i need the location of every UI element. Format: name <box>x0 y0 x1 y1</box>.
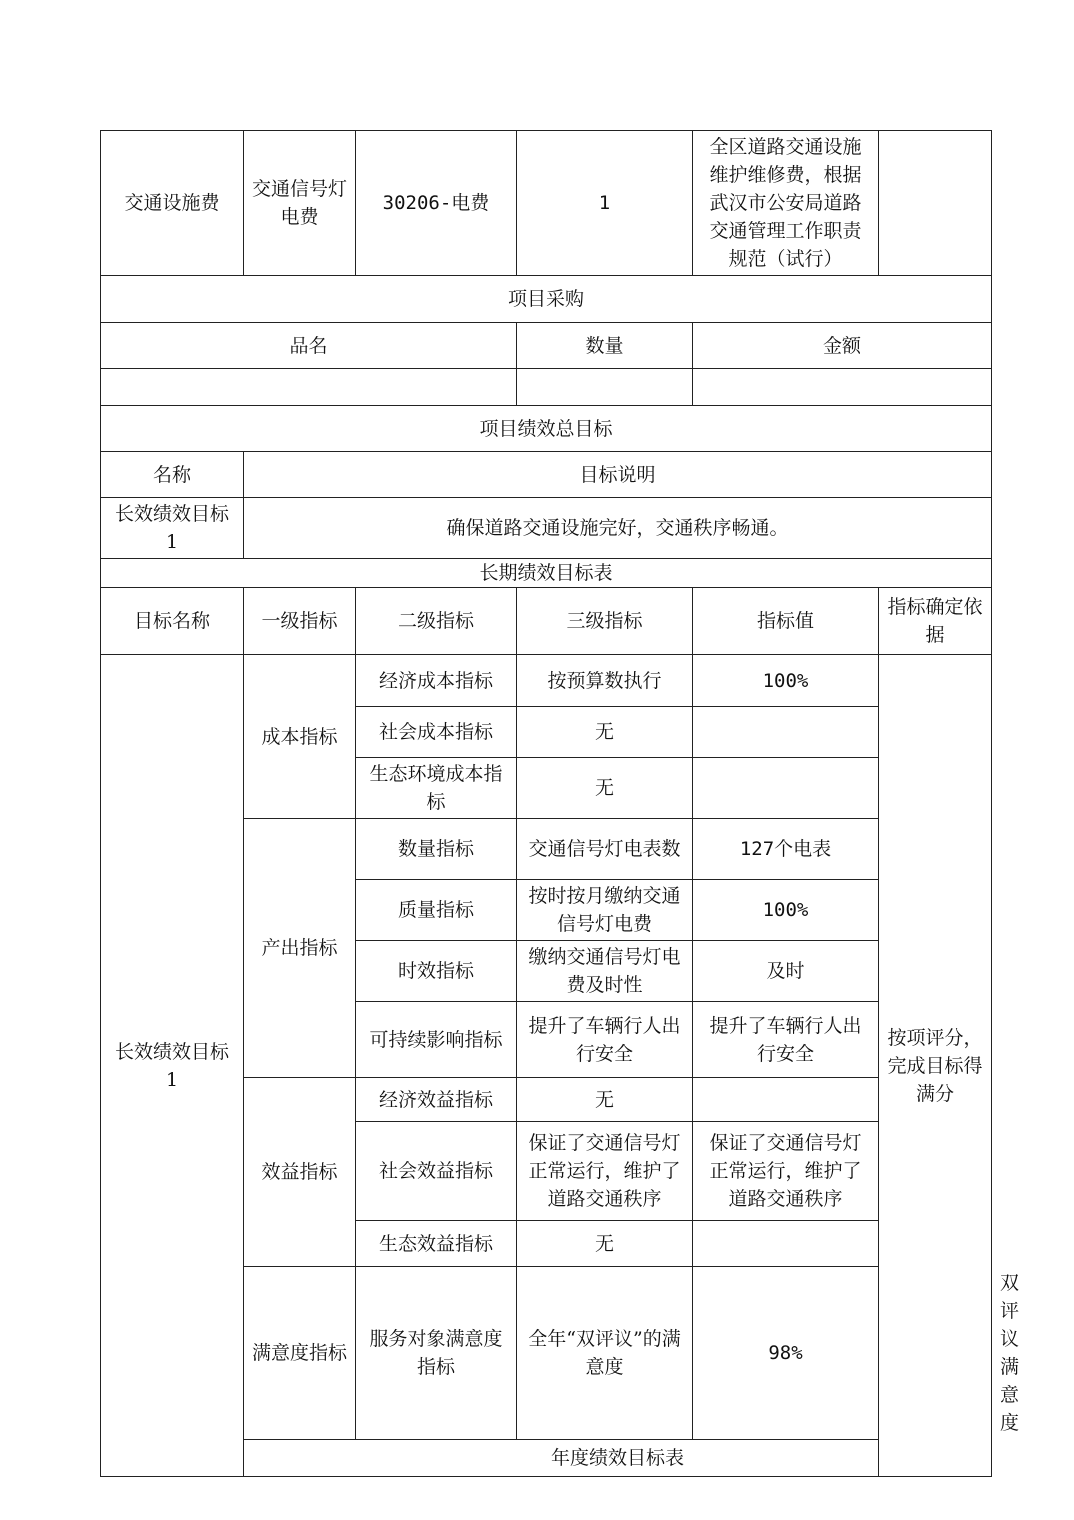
performance-table <box>100 130 1020 1477</box>
level2: 经济效益指标 <box>356 1078 517 1122</box>
long-term-title: 长期绩效目标表 <box>101 559 992 588</box>
indicator-value <box>693 707 879 758</box>
indicator-value: 127个电表 <box>693 819 879 880</box>
indicator-value: 保证了交通信号灯正常运行，维护了道路交通秩序 <box>693 1122 879 1221</box>
header-goal-name: 目标名称 <box>101 588 244 655</box>
level2: 数量指标 <box>356 819 517 880</box>
header-level1: 一级指标 <box>244 588 356 655</box>
fee-item: 交通信号灯电费 <box>244 131 356 276</box>
level3: 无 <box>517 758 693 819</box>
header-level3: 三级指标 <box>517 588 693 655</box>
level3: 保证了交通信号灯正常运行，维护了道路交通秩序 <box>517 1122 693 1221</box>
procurement-header-qty: 数量 <box>517 323 693 369</box>
level2: 可持续影响指标 <box>356 1002 517 1078</box>
level2: 生态效益指标 <box>356 1221 517 1267</box>
level2: 时效指标 <box>356 941 517 1002</box>
fee-econ-code: 30206-电费 <box>356 131 517 276</box>
procurement-header-name: 品名 <box>101 323 517 369</box>
procurement-cell <box>693 369 992 406</box>
overall-goal-title: 项目绩效总目标 <box>101 406 992 452</box>
indicator-value: 100% <box>693 880 879 941</box>
level1-cost: 成本指标 <box>244 655 356 819</box>
indicator-value: 提升了车辆行人出行安全 <box>693 1002 879 1078</box>
long-term-goal-name: 长效绩效目标1 <box>101 655 244 1477</box>
fee-category: 交通设施费 <box>101 131 244 276</box>
level3: 无 <box>517 707 693 758</box>
level3: 缴纳交通信号灯电费及时性 <box>517 941 693 1002</box>
procurement-title: 项目采购 <box>101 276 992 323</box>
level2: 质量指标 <box>356 880 517 941</box>
level3: 按时按月缴纳交通信号灯电费 <box>517 880 693 941</box>
header-level2: 二级指标 <box>356 588 517 655</box>
level1-satisfaction: 满意度指标 <box>244 1267 356 1440</box>
indicator-row <box>101 655 992 707</box>
fee-row <box>101 131 992 276</box>
long-term-header-row <box>101 588 992 655</box>
level2: 经济成本指标 <box>356 655 517 707</box>
procurement-header-amount: 金额 <box>693 323 992 369</box>
indicator-value <box>693 758 879 819</box>
procurement-header-row <box>101 323 992 369</box>
level2: 生态环境成本指标 <box>356 758 517 819</box>
level3: 提升了车辆行人出行安全 <box>517 1002 693 1078</box>
level3: 按预算数执行 <box>517 655 693 707</box>
overall-goal-name: 长效绩效目标1 <box>101 498 244 559</box>
fee-extra <box>879 131 992 276</box>
basis-main: 按项评分，完成目标得满分 <box>879 655 992 1477</box>
level2: 社会成本指标 <box>356 707 517 758</box>
header-basis: 指标确定依据 <box>879 588 992 655</box>
indicator-value <box>693 1221 879 1267</box>
fee-basis: 全区道路交通设施维护维修费，根据武汉市公安局道路交通管理工作职责规范（试行） <box>693 131 879 276</box>
level3: 全年“双评议”的满意度 <box>517 1267 693 1440</box>
level1-benefit: 效益指标 <box>244 1078 356 1267</box>
procurement-empty-row <box>101 369 992 406</box>
overall-goal-col-desc: 目标说明 <box>244 452 992 498</box>
indicator-row: 满意度指标 服务对象满意度指标 全年“双评议”的满意度 98% 双评议满意度 <box>101 1267 992 1440</box>
indicator-value: 98% <box>693 1267 879 1440</box>
procurement-cell <box>101 369 517 406</box>
header-value: 指标值 <box>693 588 879 655</box>
indicator-value: 100% <box>693 655 879 707</box>
overall-goal-desc: 确保道路交通设施完好，交通秩序畅通。 <box>244 498 992 559</box>
level2: 社会效益指标 <box>356 1122 517 1221</box>
fee-amount: 1 <box>517 131 693 276</box>
procurement-cell <box>517 369 693 406</box>
level2: 服务对象满意度指标 <box>356 1267 517 1440</box>
level1-output: 产出指标 <box>244 819 356 1078</box>
indicator-value <box>693 1078 879 1122</box>
annual-title: 年度绩效目标表 <box>244 1440 992 1477</box>
overall-goal-col-name: 名称 <box>101 452 244 498</box>
level3: 无 <box>517 1221 693 1267</box>
level3: 无 <box>517 1078 693 1122</box>
indicator-value: 及时 <box>693 941 879 1002</box>
level3: 交通信号灯电表数 <box>517 819 693 880</box>
